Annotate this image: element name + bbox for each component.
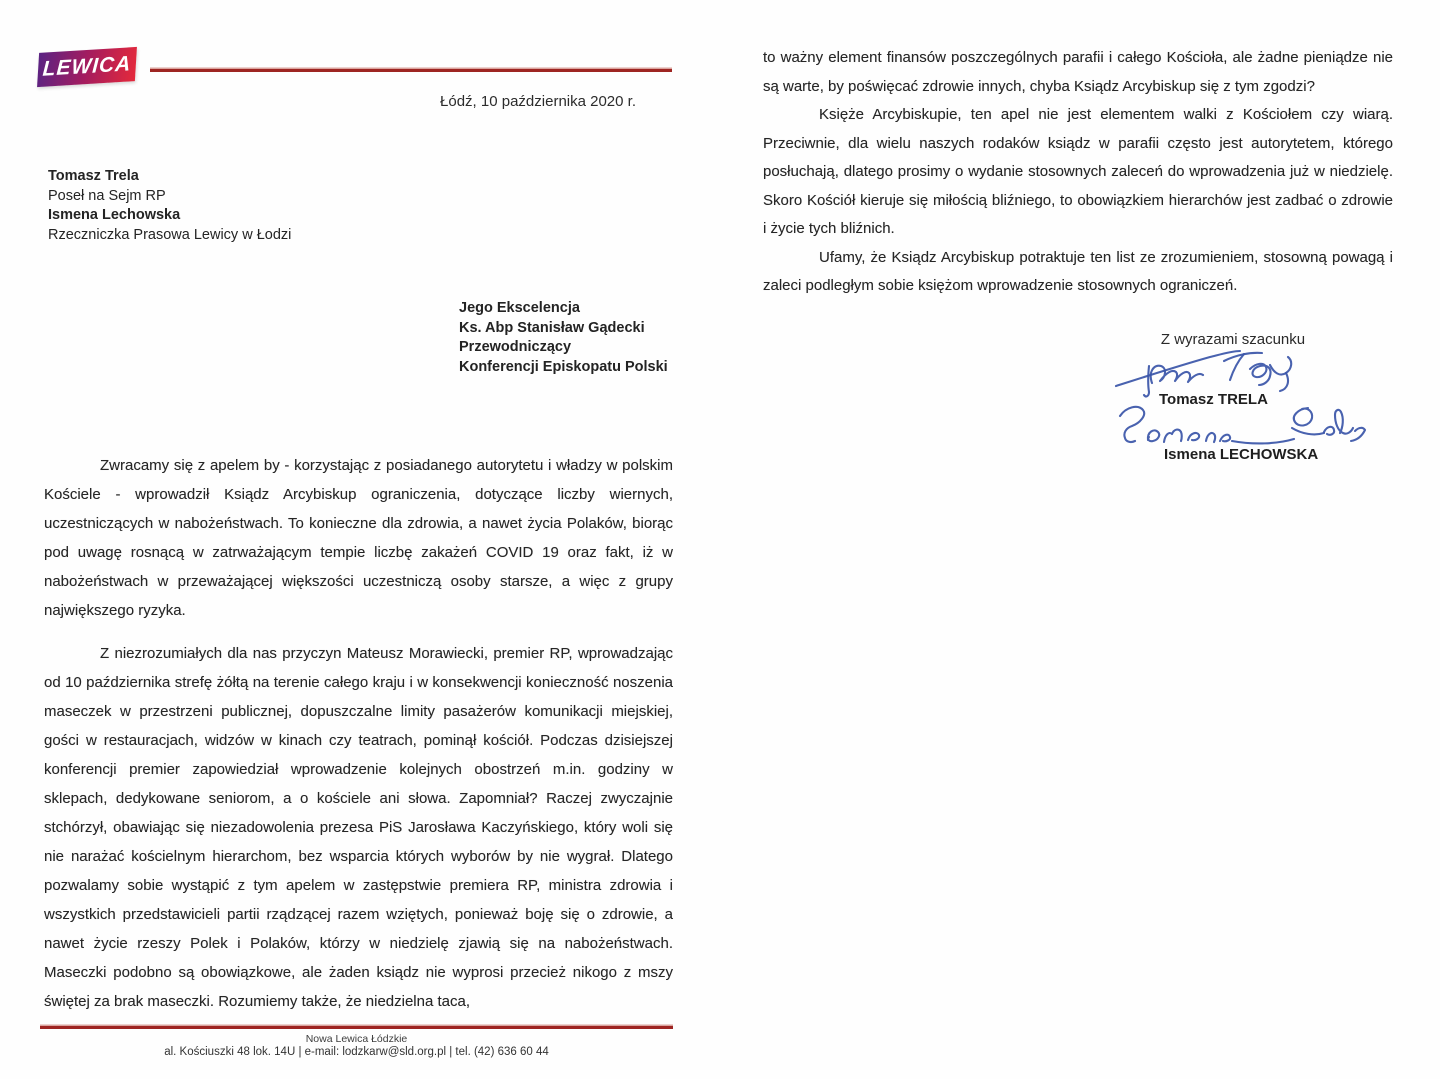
handwritten-signature-tomasz-trela <box>1112 338 1307 398</box>
footer-organization: Nowa Lewica Łódzkie <box>305 1033 408 1045</box>
lewica-logo <box>37 47 137 87</box>
letter-body-page-2 <box>763 44 1393 301</box>
addressee-line-3: Przewodniczący <box>459 339 572 355</box>
sender-name-2: Ismena Lechowska <box>48 207 181 223</box>
letter-body-page-1 <box>44 451 673 1016</box>
header-rule <box>150 69 672 72</box>
addressee-block <box>459 299 668 377</box>
paragraph-4: Księże Arcybiskupie, ten apel nie jest elementem walki z Kościołem czy wiarą. Przeciwnie, dla wielu naszych rodaków ksiądz w parafii często jest autorytetem, którego posłuchają, dlatego prosimy o wydanie stosownych zaleceń do wprowadzenia już w niedzielę. Skoro Kościół kieruje się miłością bliźniego, to obowiązkiem hierarchów jest zadbać o zdrowie i życie tych bliźnich. <box>763 106 1393 237</box>
sender-title-1: Poseł na Sejm RP <box>48 187 166 204</box>
sender-name-1: Tomasz Trela <box>48 168 139 184</box>
paragraph-2: Z niezrozumiałych dla nas przyczyn Mateusz Morawiecki, premier RP, wprowadzając od 10 października strefę żółtą na terenie całego kraju i w konsekwencji konieczność noszenia maseczek w przestrzeni publicznej, dopuszczalne limity pasażerów komunikacji miejskiej, gości w restauracjach, widzów w kinach czy teatrach, pominął kościół. Podczas dzisiejszej konferencji premier zapowiedział wprowadzenie kolejnych obostrzeń m.in. godziny w sklepach, dedykowane seniorom, a o kościele ani słowa. Zapomniał? Raczej zwyczajnie stchórzył, obawiając się niezadowolenia prezesa PiS Jarosława Kaczyńskiego, który woli się nie narażać kościelnym hierarchom, bez wsparcia których wyborów by nie wygrał. Dlatego pozwalamy sobie wystąpić z tym apelem w zastępstwie premiera RP, ministra zdrowia i wszystkich przedstawicieli partii rządzącej razem wziętych, ponieważ boję się o zdrowie, a nawet życie rzeszy Polek i Polaków, którzy w niedzielę zjawią się na nabożeństwach. Maseczki podobno są obowiązkowe, ale żaden ksiądz nie wyprosi przecież nikogo z mszy świętej za brak maseczki. Rozumiemy także, że niedzielna taca, <box>44 645 673 1010</box>
sender-title-2: Rzeczniczka Prasowa Lewicy w Łodzi <box>48 226 292 243</box>
footer-contact: al. Kościuszki 48 lok. 14U | e-mail: lodzkarw@sld.org.pl | tel. (42) 636 60 44 <box>164 1046 549 1058</box>
paragraph-3: to ważny element finansów poszczególnych parafii i całego Kościoła, ale żadne pieniądze nie są warte, by poświęcać zdrowie innych, chyba Ksiądz Arcybiskup się z tym zgodzi? <box>763 49 1393 95</box>
footer-block <box>40 1033 673 1059</box>
date-line: Łódź, 10 października 2020 r. <box>440 93 636 110</box>
addressee-line-4: Konferencji Episkopatu Polski <box>459 358 668 375</box>
closing-salutation: Z wyrazami szacunku <box>1160 331 1306 348</box>
addressee-line-1: Jego Ekscelencja <box>459 300 580 316</box>
paragraph-1: Zwracamy się z apelem by - korzystając z posiadanego autorytetu i władzy w polskim Kościele - wprowadził Ksiądz Arcybiskup ograniczenia, dotyczące liczby wiernych, uczestniczących w nabożeństwach. To konieczne dla zdrowia, a nawet życia Polaków, biorąc pod uwagę rosnącą w zatrważającym tempie liczbę zakażeń COVID 19 oraz fakt, iż w nabożeństwach w przeważającej większości uczestniczą osoby starsze, a więc z grupy największego ryzyka. <box>44 457 673 619</box>
lewica-logo-text: LEWICA <box>41 52 133 81</box>
addressee-line-2: Ks. Abp Stanisław Gądecki <box>459 319 645 336</box>
footer-rule <box>40 1026 673 1029</box>
handwritten-signature-ismena-lechowska <box>1112 400 1372 452</box>
sender-block <box>48 167 291 245</box>
paragraph-5: Ufamy, że Ksiądz Arcybiskup potraktuje ten list ze zrozumieniem, stosowną powagą i zaleci podległym sobie księżom wprowadzenie stosownych ograniczeń. <box>763 248 1393 294</box>
signature-name-tomasz-trela: Tomasz TRELA <box>1159 391 1268 408</box>
signature-name-ismena-lechowska: Ismena LECHOWSKA <box>1164 446 1319 463</box>
